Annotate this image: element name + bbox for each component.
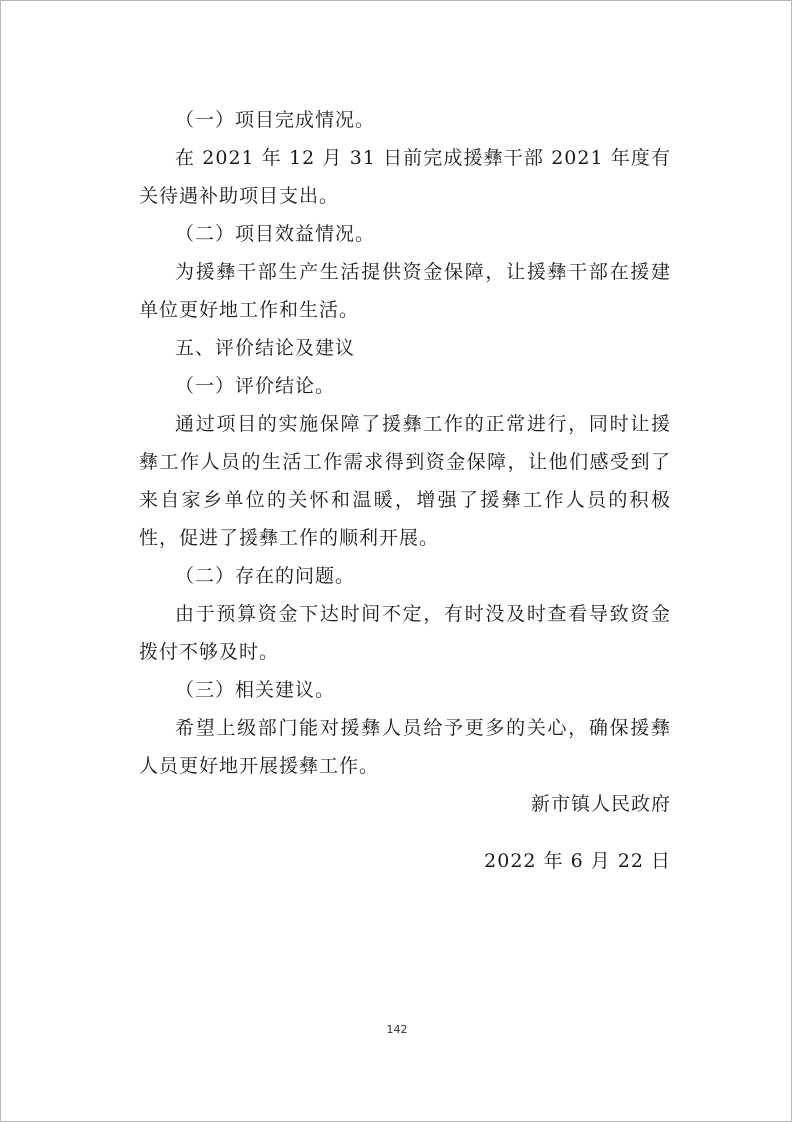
section-heading-suggestions: （三）相关建议。	[175, 679, 336, 701]
signature-date: 2022 年 6 月 22 日	[484, 850, 671, 872]
section-heading-evaluation-conclusion: （一）评价结论。	[175, 375, 336, 397]
section-heading-project-completion: （一）项目完成情况。	[175, 109, 376, 131]
chapter-heading-conclusion: 五、评价结论及建议	[175, 337, 356, 359]
document-body	[139, 101, 671, 899]
page-number: 142	[386, 1023, 408, 1036]
paragraph-project-completion: 在 2021 年 12 月 31 日前完成援彝干部 2021 年度有关待遇补助项目支出。	[139, 147, 671, 207]
signature-organization: 新市镇人民政府	[530, 793, 671, 815]
paragraph-evaluation-conclusion: 通过项目的实施保障了援彝工作的正常进行，同时让援彝工作人员的生活工作需求得到资金保障，让他们感受到了来自家乡单位的关怀和温暖，增强了援彝工作人员的积极性，促进了援彝工作的顺利开展。	[139, 413, 671, 549]
paragraph-project-benefit: 为援彝干部生产生活提供资金保障，让援彝干部在援建单位更好地工作和生活。	[139, 261, 671, 321]
section-heading-project-benefit: （二）项目效益情况。	[175, 223, 376, 245]
paragraph-suggestions: 希望上级部门能对援彝人员给予更多的关心，确保援彝人员更好地开展援彝工作。	[139, 717, 671, 777]
paragraph-existing-problems: 由于预算资金下达时间不定，有时没及时查看导致资金拨付不够及时。	[139, 603, 671, 663]
section-heading-existing-problems: （二）存在的问题。	[175, 565, 356, 587]
